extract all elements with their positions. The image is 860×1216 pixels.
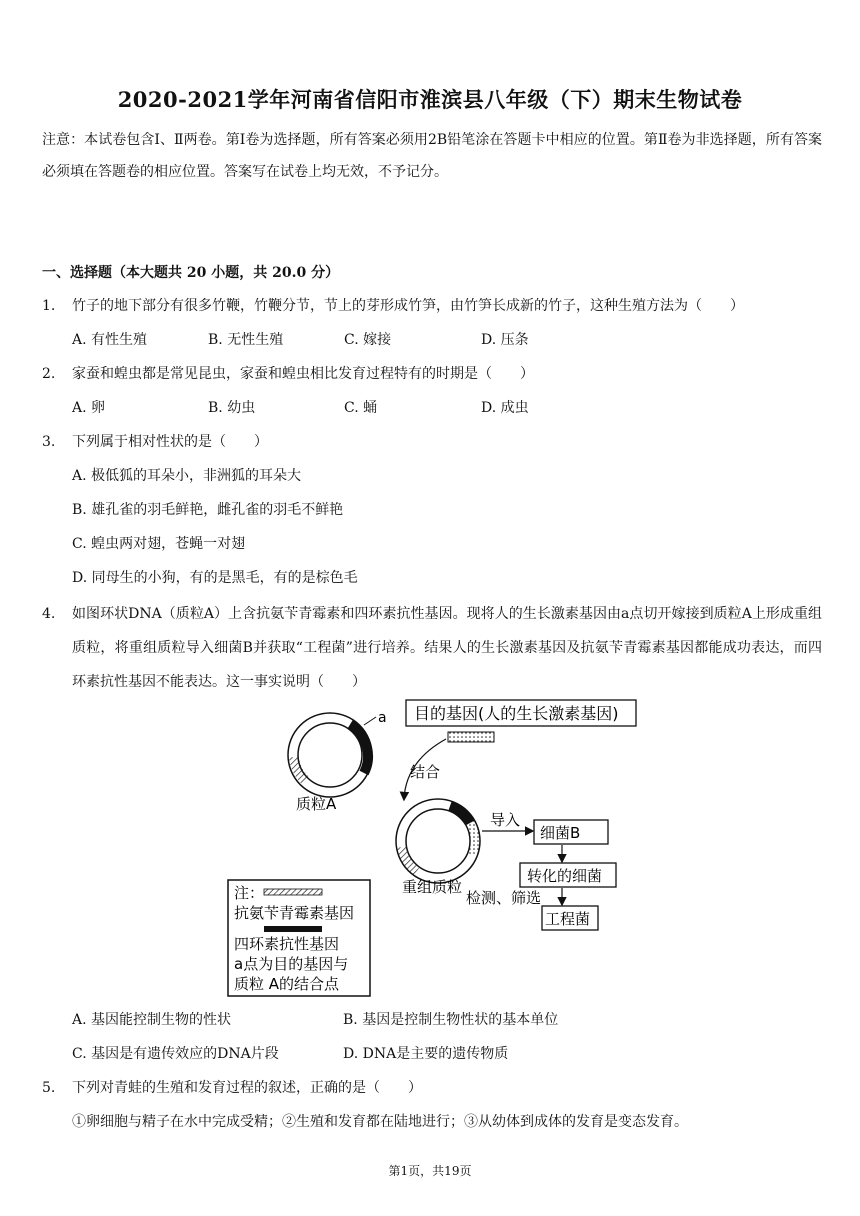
option-b: B. 雄孔雀的羽毛鲜艳，雌孔雀的羽毛不鲜艳 — [72, 502, 344, 518]
plasmid-a-label: 质粒A — [296, 795, 337, 813]
question-5 — [42, 1073, 822, 1103]
legend-amp-label: 抗氨苄青霉素基因 — [234, 904, 355, 922]
option-a: A. 基因能控制生物的性状 — [72, 1012, 232, 1028]
question-stem: 下列属于相对性状的是（ ） — [72, 434, 268, 450]
legend-a-label-1: a点为目的基因与 — [234, 955, 349, 973]
exam-title: 2020-2021学年河南省信阳市淮滨县八年级（下）期末生物试卷 — [117, 87, 743, 112]
section-heading: 一、选择题（本大题共 20 小题，共 20.0 分） — [42, 265, 340, 281]
option-c: C. 嫁接 — [344, 332, 392, 348]
legend-note: 注： — [234, 884, 265, 902]
question-stem: 竹子的地下部分有很多竹鞭，竹鞭分节，节上的芽形成竹笋，由竹笋长成新的竹子，这种生殖方法为（ ） — [72, 298, 744, 314]
option-a: A. 极低狐的耳朵小，非洲狐的耳朵大 — [72, 468, 302, 484]
point-a-label: a — [378, 710, 387, 726]
import-label: 导入 — [490, 811, 521, 829]
question-number: 1. — [42, 298, 56, 314]
question-1 — [42, 291, 822, 321]
legend-a-label-2: 质粒 A的结合点 — [234, 975, 340, 993]
exam-notice: 注意：本试卷包含Ⅰ、Ⅱ两卷。第Ⅰ卷为选择题，所有答案必须用2B铅笔涂在答题卡中相应的位置。第Ⅱ卷为非选择题，所有答案必须填在答题卷的相应位置。答案写在试卷上均无效，不予记分。 — [42, 132, 822, 180]
question-stem: 如图环状DNA（质粒A）上含抗氨苄青霉素和四环素抗性基因。现将人的生长激素基因由a点切开嫁接到质粒A上形成重组质粒，将重组质粒导入细菌B并获取“工程菌”进行培养。结果人的生长激素基因及抗氨苄青霉素基因都能成功表达，而四环素抗性基因不能表达。这一事实说明（ ） — [72, 606, 822, 690]
option-b: B. 幼虫 — [208, 400, 256, 416]
option-c: C. 蝗虫两对翅，苍蝇一对翅 — [72, 536, 246, 552]
plasmid-a — [288, 713, 372, 797]
combine-label: 结合 — [410, 763, 441, 781]
question-5-statements: ①卵细胞与精子在水中完成受精；②生殖和发育都在陆地进行；③从幼体到成体的发育是变态发育。 — [72, 1114, 688, 1130]
question-4 — [42, 597, 822, 699]
question-number: 3. — [42, 434, 56, 450]
target-gene-label: 目的基因(人的生长激素基因) — [414, 704, 619, 723]
option-d: D. DNA是主要的遗传物质 — [343, 1046, 509, 1062]
plasmid-recombination-diagram — [224, 695, 644, 1000]
target-gene-segment — [448, 732, 494, 742]
question-3 — [42, 427, 822, 457]
option-a: A. 有性生殖 — [72, 332, 148, 348]
screen-label: 检测、筛选 — [466, 889, 542, 907]
transformed-label: 转化的细菌 — [527, 867, 603, 885]
recombinant-plasmid — [396, 799, 480, 883]
option-d: D. 压条 — [481, 332, 529, 348]
option-c: C. 蛹 — [344, 400, 378, 416]
option-d: D. 成虫 — [481, 400, 529, 416]
question-number: 5. — [42, 1080, 56, 1096]
point-a-leader — [364, 717, 376, 725]
diagram-legend — [228, 880, 370, 996]
page-footer: 第1页，共19页 — [388, 1164, 472, 1178]
question-stem: 家蚕和蝗虫都是常见昆虫，家蚕和蝗虫相比发育过程特有的时期是（ ） — [72, 366, 534, 382]
question-stem: 下列对青蛙的生殖和发育过程的叙述，正确的是（ ） — [72, 1080, 422, 1096]
bacteria-b-label: 细菌B — [540, 824, 581, 842]
option-a: A. 卵 — [72, 400, 106, 416]
engineered-label: 工程菌 — [545, 910, 591, 928]
question-number: 2. — [42, 366, 56, 382]
option-c: C. 基因是有遗传效应的DNA片段 — [72, 1046, 279, 1062]
legend-amp-swatch — [264, 889, 322, 895]
question-2 — [42, 359, 822, 389]
option-b: B. 无性生殖 — [208, 332, 284, 348]
option-b: B. 基因是控制生物性状的基本单位 — [343, 1012, 559, 1028]
legend-tet-swatch — [264, 926, 322, 932]
legend-tet-label: 四环素抗性基因 — [234, 935, 340, 953]
question-number: 4. — [42, 606, 56, 622]
recombinant-label: 重组质粒 — [402, 878, 463, 896]
option-d: D. 同母生的小狗，有的是黑毛，有的是棕色毛 — [72, 570, 358, 586]
